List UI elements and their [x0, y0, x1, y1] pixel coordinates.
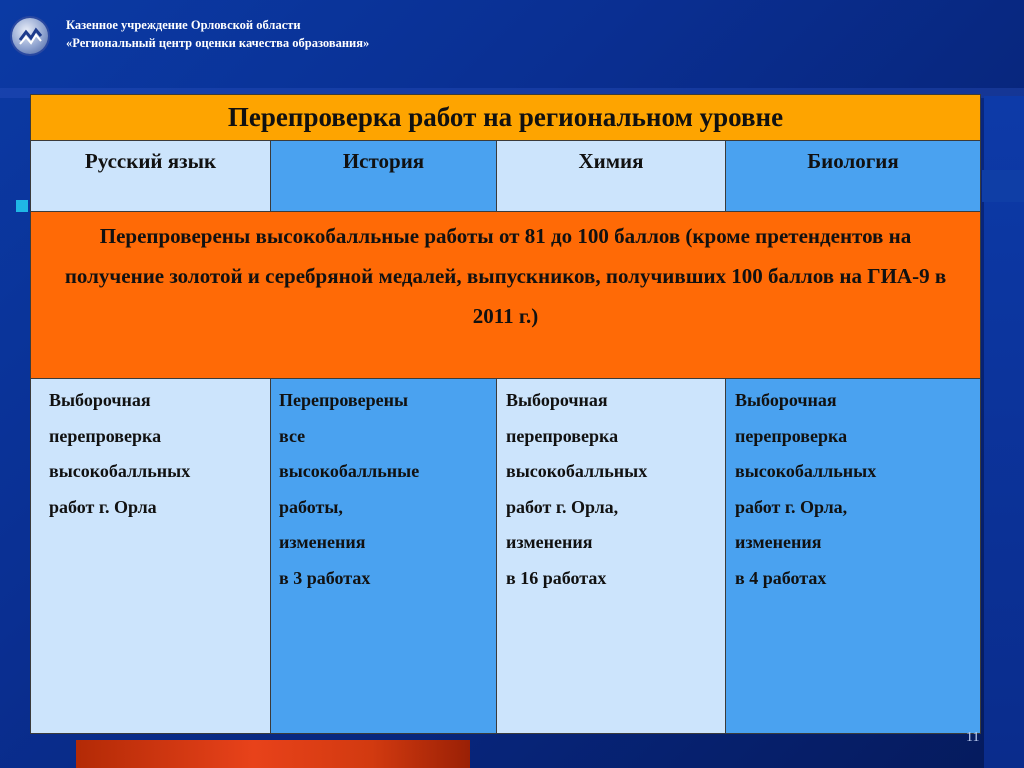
- decorative-block: [982, 170, 1024, 202]
- decorative-red-bar: [76, 740, 470, 768]
- detail-chemistry: [497, 379, 726, 734]
- header-line-2: «Региональный центр оценки качества образования»: [66, 36, 370, 50]
- detail-text: Выборочная перепроверка высокобалльных работ г. Орла, изменения в 16 работах: [506, 390, 648, 588]
- note-cell: [31, 212, 981, 379]
- recheck-table: [30, 94, 981, 734]
- detail-text: Выборочная перепроверка высокобалльных работ г. Орла, изменения в 4 работах: [735, 390, 877, 588]
- subject-russian: [31, 141, 271, 212]
- detail-russian: [31, 379, 271, 734]
- detail-text: Перепроверены все высокобалльные работы, изменения в 3 работах: [279, 390, 420, 588]
- detail-history: [271, 379, 497, 734]
- header-line-1: Казенное учреждение Орловской области: [66, 18, 301, 32]
- note-text: Перепроверены высокобалльные работы от 81 до 100 баллов (кроме претендентов на получение золотой и серебряной медалей, выпускников, получивших 100 баллов на ГИА-9 в 2011 г.): [64, 224, 947, 328]
- detail-text: Выборочная перепроверка высокобалльных работ г. Орла: [49, 390, 191, 517]
- subject-label: Химия: [578, 149, 644, 173]
- header-organization: [66, 16, 369, 52]
- table-title: Перепроверка работ на региональном уровне: [31, 95, 981, 141]
- subject-chemistry: [497, 141, 726, 212]
- subject-label: История: [342, 149, 425, 173]
- subject-biology: [726, 141, 981, 212]
- subject-history: [271, 141, 497, 212]
- subject-label: Биология: [807, 149, 899, 173]
- decorative-square: [16, 200, 28, 212]
- subject-label: Русский язык: [84, 149, 217, 173]
- slide-number: 11: [966, 730, 980, 745]
- organization-logo-icon: [12, 18, 48, 54]
- detail-biology: [726, 379, 981, 734]
